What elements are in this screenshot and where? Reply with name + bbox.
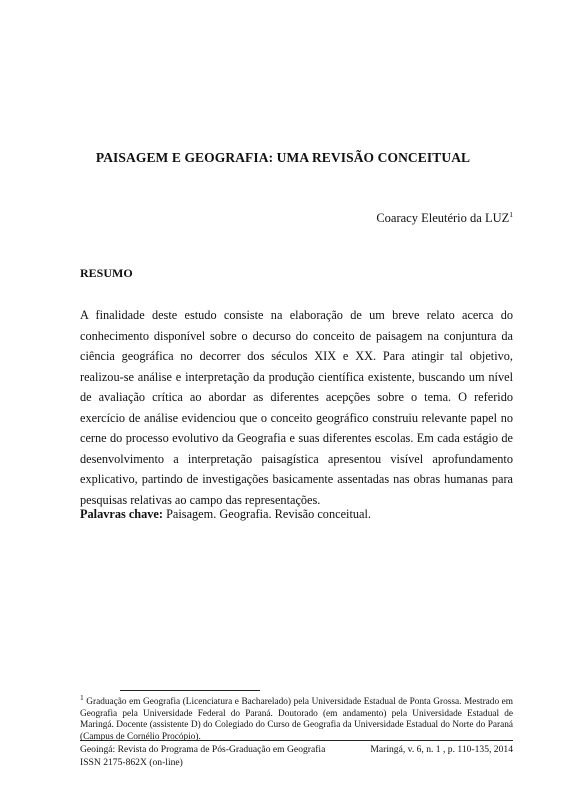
- author-line: [376, 211, 513, 226]
- footnote-mark: 1: [80, 692, 84, 702]
- footnote: [80, 692, 513, 743]
- footer-separator: [80, 740, 513, 741]
- footer-citation: Maringá, v. 6, n. 1 , p. 110-135, 2014: [370, 744, 513, 755]
- footer-journal-name: Geoingá: Revista do Programa de Pós-Graduação em Geografia: [80, 744, 326, 755]
- abstract-text: A finalidade deste estudo consiste na elaboração de um breve relato acerca do conhecimento disponível sobre o decurso do conceito de paisagem na conjuntura da ciência geográfica no decorrer dos séculos XIX e XX. Para atingir tal objetivo, realizou-se análise e interpretação da produção científica existente, buscando um nível de avaliação crítica ao abordar as diferentes acepções sobre o tema. O referido exercício de análise evidenciou que o conceito geográfico construiu relevante papel no cerne do processo evolutivo da Geografia e suas diferentes escolas. Em cada estágio de desenvolvimento a interpretação paisagística apresentou visível aprofundamento explicativo, partindo de investigações basicamente assentadas nas obras humanas para pesquisas relativas ao campo das representações.: [80, 308, 513, 507]
- keywords-line: [80, 507, 513, 522]
- keywords-label: Palavras chave:: [80, 507, 163, 521]
- footer-issn: ISSN 2175-862X (on-line): [80, 756, 183, 768]
- footer-journal-info: [80, 744, 325, 769]
- abstract-heading: RESUMO: [80, 266, 133, 280]
- footnote-separator: [120, 690, 260, 691]
- author-footnote-mark: 1: [509, 209, 513, 219]
- paper-title: PAISAGEM E GEOGRAFIA: UMA REVISÃO CONCEITUAL: [95, 150, 471, 165]
- footnote-text: Graduação em Geografia (Licenciatura e Bacharelado) pela Universidade Estadual de Ponta Grossa. Mestrado em Geografia pela Universidade Federal do Paraná. Doutorado (em andamento) pela Universidade Estadual de Maringá. Docente (assistente D) do Colegiado do Curso de Geografia da Universidade Estadual do Norte do Paraná (Campus de Cornélio Procópio).: [80, 697, 513, 742]
- author-name: Coaracy Eleutério da LUZ: [376, 211, 510, 225]
- keywords-value: Paisagem. Geografia. Revisão conceitual.: [166, 507, 371, 521]
